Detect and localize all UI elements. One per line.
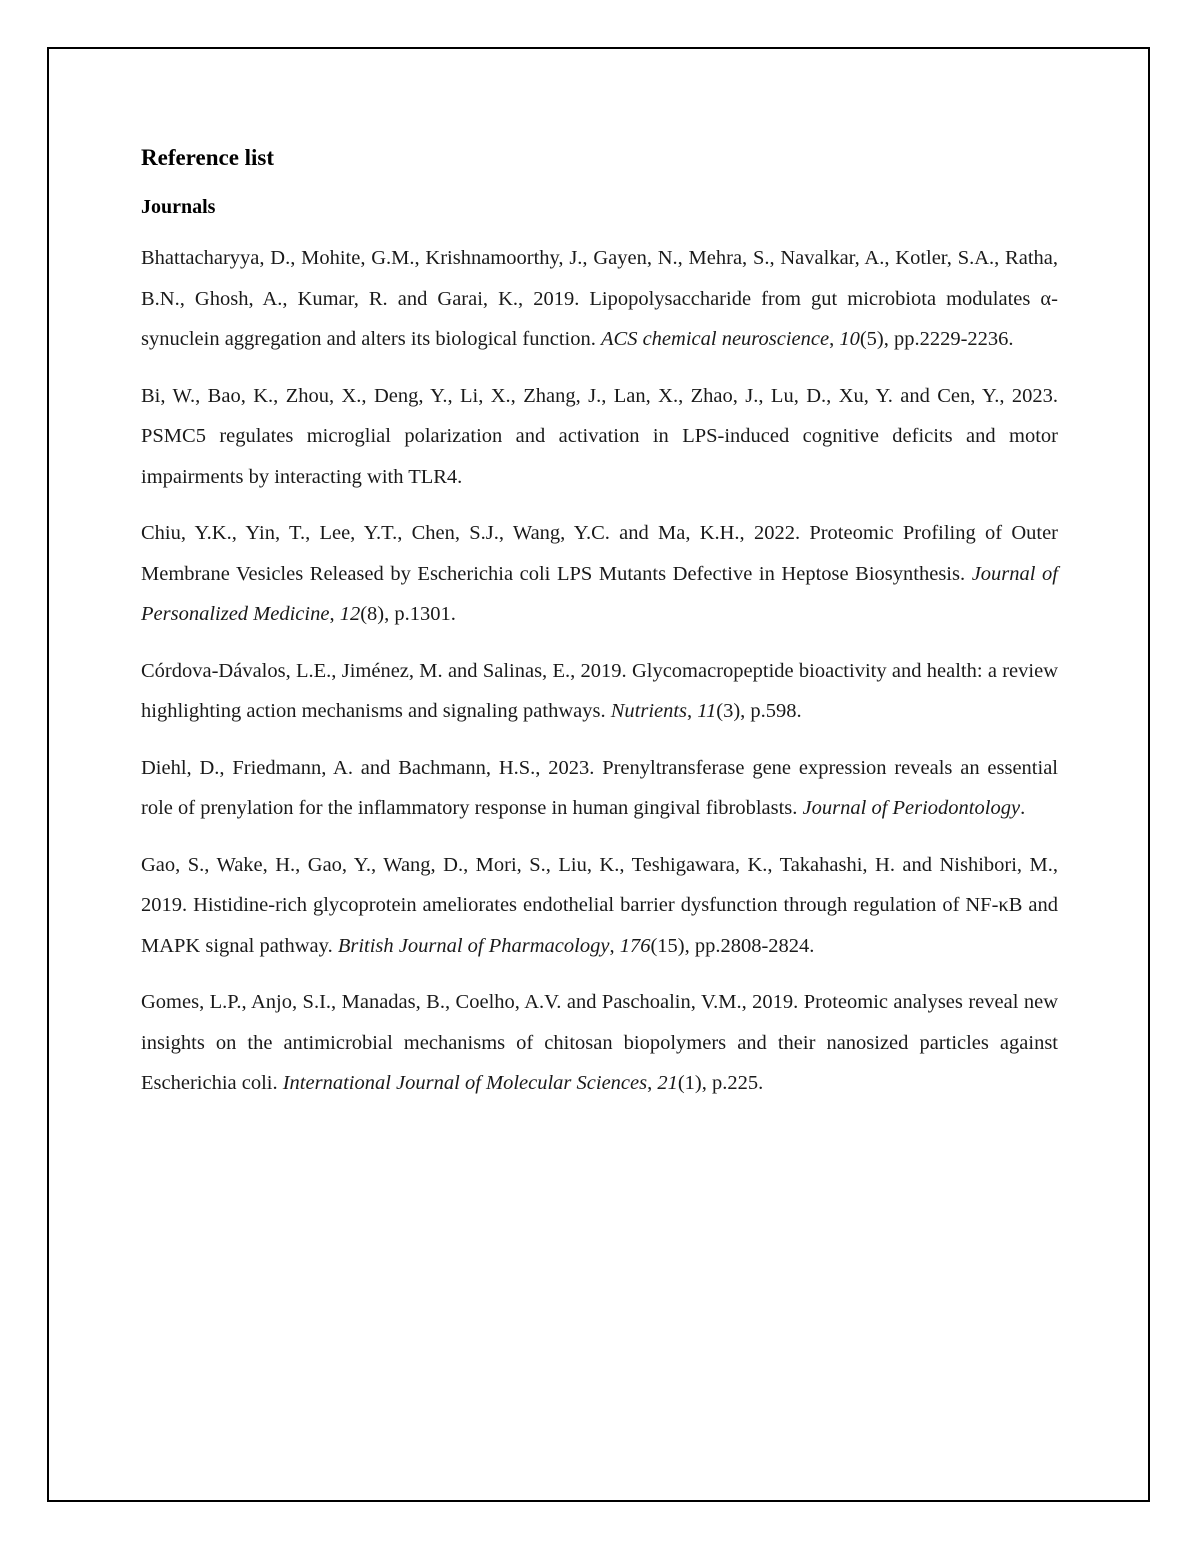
reference-entry [141,238,1058,360]
reference-entry [141,651,1058,732]
reference-text: Córdova-Dávalos, L.E., Jiménez, M. and Salinas, E., 2019. Glycomacropeptide bioactivity and health: a review highlighting action mechanisms and signaling pathways. [141,659,1058,722]
journal-title: Nutrients [610,700,688,722]
journal-title: Journal of Personalized Medicine [141,562,1058,625]
journal-title: ACS chemical neuroscience [601,328,830,350]
reference-separator: , [647,1072,658,1094]
reference-separator: , [829,328,840,350]
reference-text: Bi, W., Bao, K., Zhou, X., Deng, Y., Li, X., Zhang, J., Lan, X., Zhao, J., Lu, D., Xu, Y. and Cen, Y., 2023. PSMC5 regulates microglial polarization and activation in LPS-induced cognitive deficits and motor impairments by interacting with TLR4. [141,384,1058,488]
journal-volume: 10 [839,328,860,350]
reference-separator: , [687,700,698,722]
reference-text: Gao, S., Wake, H., Gao, Y., Wang, D., Mori, S., Liu, K., Teshigawara, K., Takahashi, H. and Nishibori, M., 2019. Histidine-rich glycoprotein ameliorates endothelial barrier dysfunction through regulation of NF-κB and MAPK signal pathway. [141,853,1058,957]
journal-volume: 11 [697,700,717,722]
reference-entry [141,845,1058,967]
reference-entry [141,376,1058,498]
reference-separator: , [329,603,340,625]
page-title: Reference list [141,145,275,170]
reference-text: Bhattacharyya, D., Mohite, G.M., Krishnamoorthy, J., Gayen, N., Mehra, S., Navalkar, A., Kotler, S.A., Ratha, B.N., Ghosh, A., Kumar, R. and Garai, K., 2019. Lipopolysaccharide from gut microbiota modulates α-synuclein aggregation and alters its biological function. [141,247,1058,350]
journal-issue-pages: (3), p.598. [716,700,802,722]
reference-entry [141,748,1058,829]
journal-issue-pages: (5), pp.2229-2236. [859,328,1014,350]
journal-volume: 21 [657,1072,678,1094]
reference-entry [141,513,1058,635]
reference-separator: , [609,934,620,957]
reference-text: Diehl, D., Friedmann, A. and Bachmann, H.S., 2023. Prenyltransferase gene expression reveals an essential role of prenylation for the inflammatory response in human gingival fibroblasts. [141,756,1058,819]
reference-end: . [1020,797,1026,819]
section-heading-journals: Journals [141,196,216,218]
reference-text: Gomes, L.P., Anjo, S.I., Manadas, B., Coelho, A.V. and Paschoalin, V.M., 2019. Proteomic analyses reveal new insights on the antimicrobial mechanisms of chitosan biopolymers and their nanosized particles against Escherichia coli. [141,991,1058,1094]
journal-issue-pages: (1), p.225. [677,1072,764,1094]
document-body [141,140,1058,1120]
journal-volume: 12 [339,603,361,625]
reference-text: Chiu, Y.K., Yin, T., Lee, Y.T., Chen, S.J., Wang, Y.C. and Ma, K.H., 2022. Proteomic Profiling of Outer Membrane Vesicles Released by Escherichia coli LPS Mutants Defective in Heptose Biosynthesis. [141,522,1058,585]
reference-entry [141,982,1058,1104]
journal-issue-pages: (8), p.1301. [360,603,456,625]
journal-issue-pages: (15), pp.2808-2824. [650,934,815,957]
journal-volume: 176 [619,934,651,957]
journal-title: Journal of Periodontology [802,797,1021,819]
journal-title: International Journal of Molecular Sciences [282,1072,648,1094]
journal-title: British Journal of Pharmacology [337,934,610,957]
